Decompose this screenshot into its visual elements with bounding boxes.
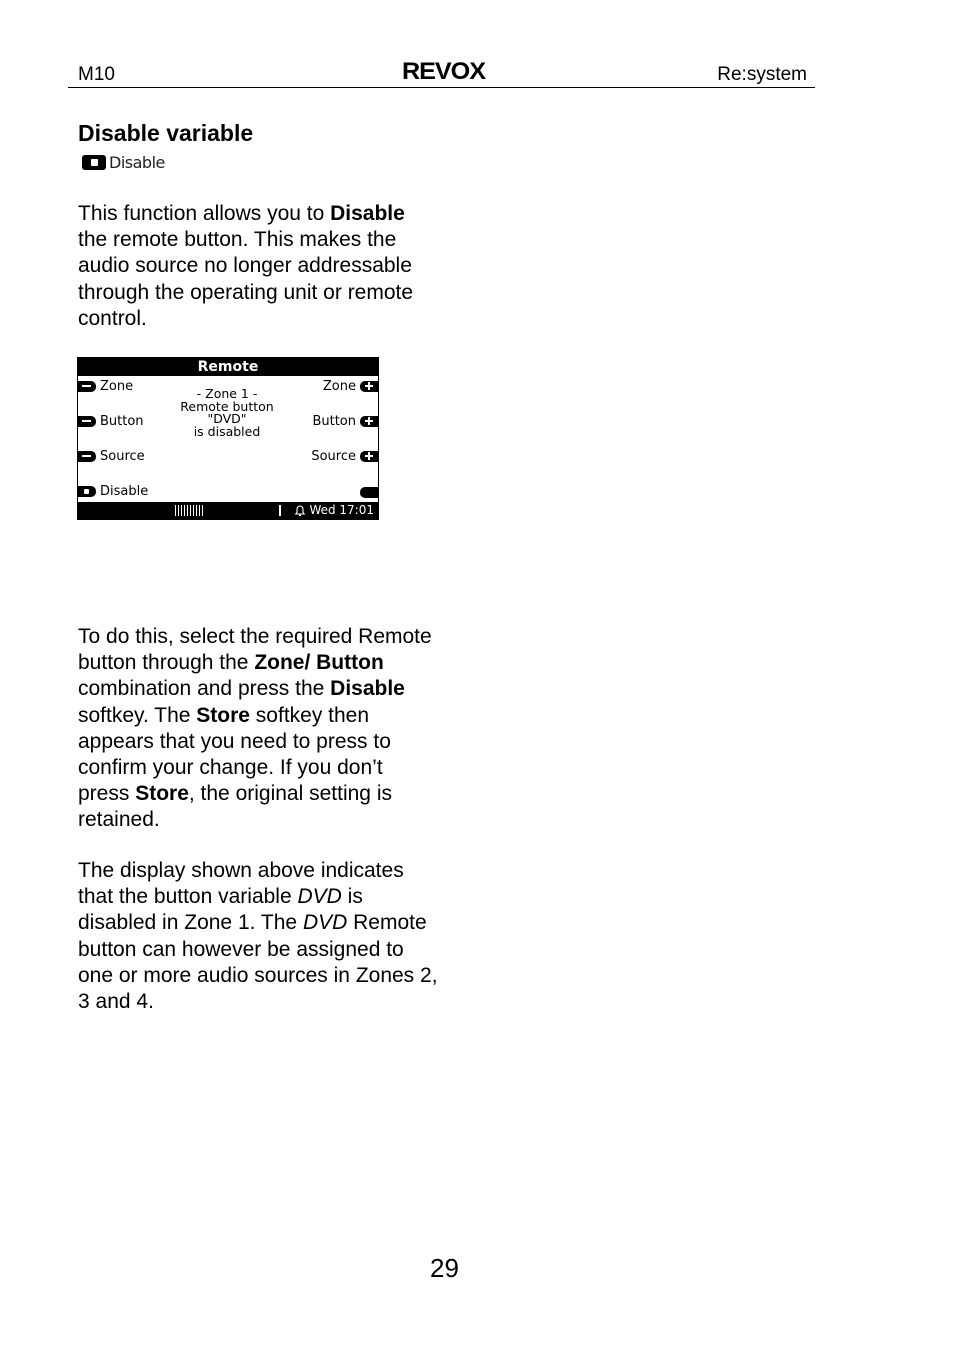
right-softkey-empty <box>360 485 378 499</box>
display-message: - Zone 1 - Remote button "DVD" is disabled <box>180 386 274 440</box>
instructions-paragraph: To do this, select the required Remote button through the Zone/ Button combination and press the Disable softkey. The Store softkey then appears that you need to press to confirm your change. If you don’t press Store, the original setting is retained. <box>78 625 432 832</box>
explanation-paragraph: The display shown above indicates that the button variable DVD is disabled in Zone 1. The DVD Remote button can however be assigned to one or more audio sources in Zones 2, 3 and 4. <box>78 859 438 1014</box>
softkey-label-text: Disable <box>109 152 165 172</box>
svg-text:REVOX: REVOX <box>402 58 485 84</box>
right-softkey-source: Source <box>311 449 378 463</box>
header-system: Re:system <box>717 64 807 85</box>
display-status-bar <box>78 502 378 519</box>
right-softkey-zone: Zone <box>323 379 378 393</box>
header-model: M10 <box>78 64 115 85</box>
level-bars-icon <box>175 505 203 516</box>
plus-key-icon <box>360 381 378 392</box>
revox-logo <box>391 58 491 84</box>
marker-icon <box>279 505 281 516</box>
right-softkey-button: Button <box>312 414 378 428</box>
softkey-icon <box>82 155 106 170</box>
minus-key-icon <box>78 451 96 462</box>
minus-key-icon <box>78 416 96 427</box>
minus-key-icon <box>78 381 96 392</box>
header-rule <box>68 87 815 88</box>
disable-softkey-label <box>82 152 165 172</box>
left-softkey-zone: Zone <box>78 379 133 393</box>
intro-paragraph: This function allows you to Disable the remote button. This makes the audio source no longer addressable through the operating unit or remote control. <box>78 202 414 330</box>
left-softkey-button: Button <box>78 414 144 428</box>
page-number: 29 <box>430 1253 459 1283</box>
dot-key-icon <box>78 486 96 497</box>
left-softkey-source: Source <box>78 449 145 463</box>
remote-display <box>77 357 379 520</box>
status-clock: Wed 17:01 <box>294 503 374 518</box>
plus-key-icon <box>360 416 378 427</box>
bell-icon <box>294 505 306 517</box>
left-softkey-disable: Disable <box>78 484 148 498</box>
plus-key-icon <box>360 451 378 462</box>
blank-key-icon <box>360 487 378 498</box>
section-title: Disable variable <box>78 120 254 146</box>
display-title: Remote <box>78 358 378 376</box>
